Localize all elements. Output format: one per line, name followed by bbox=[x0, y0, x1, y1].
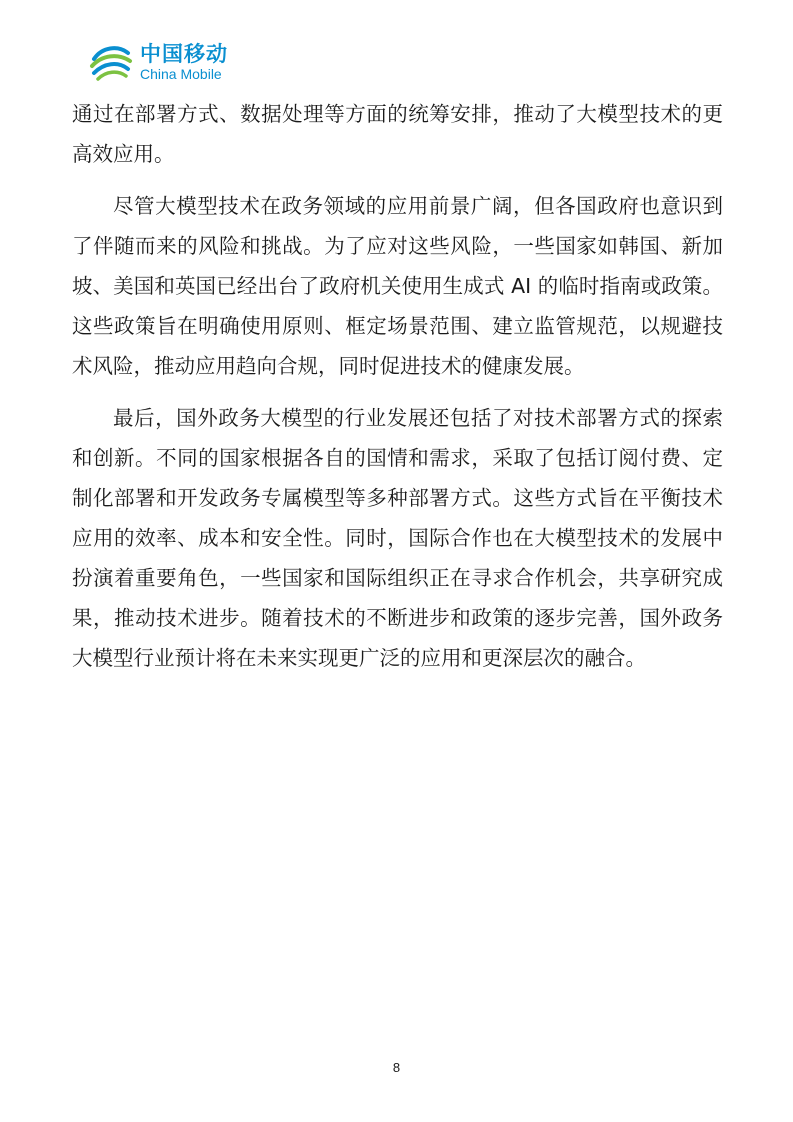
logo-text bbox=[140, 42, 228, 82]
paragraph-continuation: 通过在部署方式、数据处理等方面的统筹安排，推动了大模型技术的更高效应用。 bbox=[72, 102, 723, 166]
page-number: 8 bbox=[392, 1060, 401, 1075]
logo-chinese-name: 中国移动 bbox=[140, 42, 228, 66]
paragraph-deployment: 最后，国外政务大模型的行业发展还包括了对技术部署方式的探索和创新。不同的国家根据各自的国情和需求，采取了包括订阅付费、定制化部署和开发政务专属模型等多种部署方式。这些方式旨在平衡技术应用的效率、成本和安全性。同时，国际合作也在大模型技术的发展中扮演着重要角色，一些国家和国际组织正在寻求合作机会，共享研究成果，推动技术进步。随着技术的不断进步和政策的逐步完善，国外政务大模型行业预计将在未来实现更广泛的应用和更深层次的融合。 bbox=[72, 406, 723, 670]
paragraph-risks: 尽管大模型技术在政务领域的应用前景广阔，但各国政府也意识到了伴随而来的风险和挑战。为了应对这些风险，一些国家如韩国、新加坡、美国和英国已经出台了政府机关使用生成式 AI 的临时指南或政策。这些政策旨在明确使用原则、框定场景范围、建立监管规范，以规避技术风险，推动应用趋向合规，同时促进技术的健康发展。 bbox=[72, 194, 723, 378]
china-mobile-logo-icon bbox=[88, 39, 134, 85]
document-body bbox=[72, 94, 723, 690]
logo-english-name: China Mobile bbox=[140, 66, 222, 82]
page-header bbox=[88, 36, 228, 88]
